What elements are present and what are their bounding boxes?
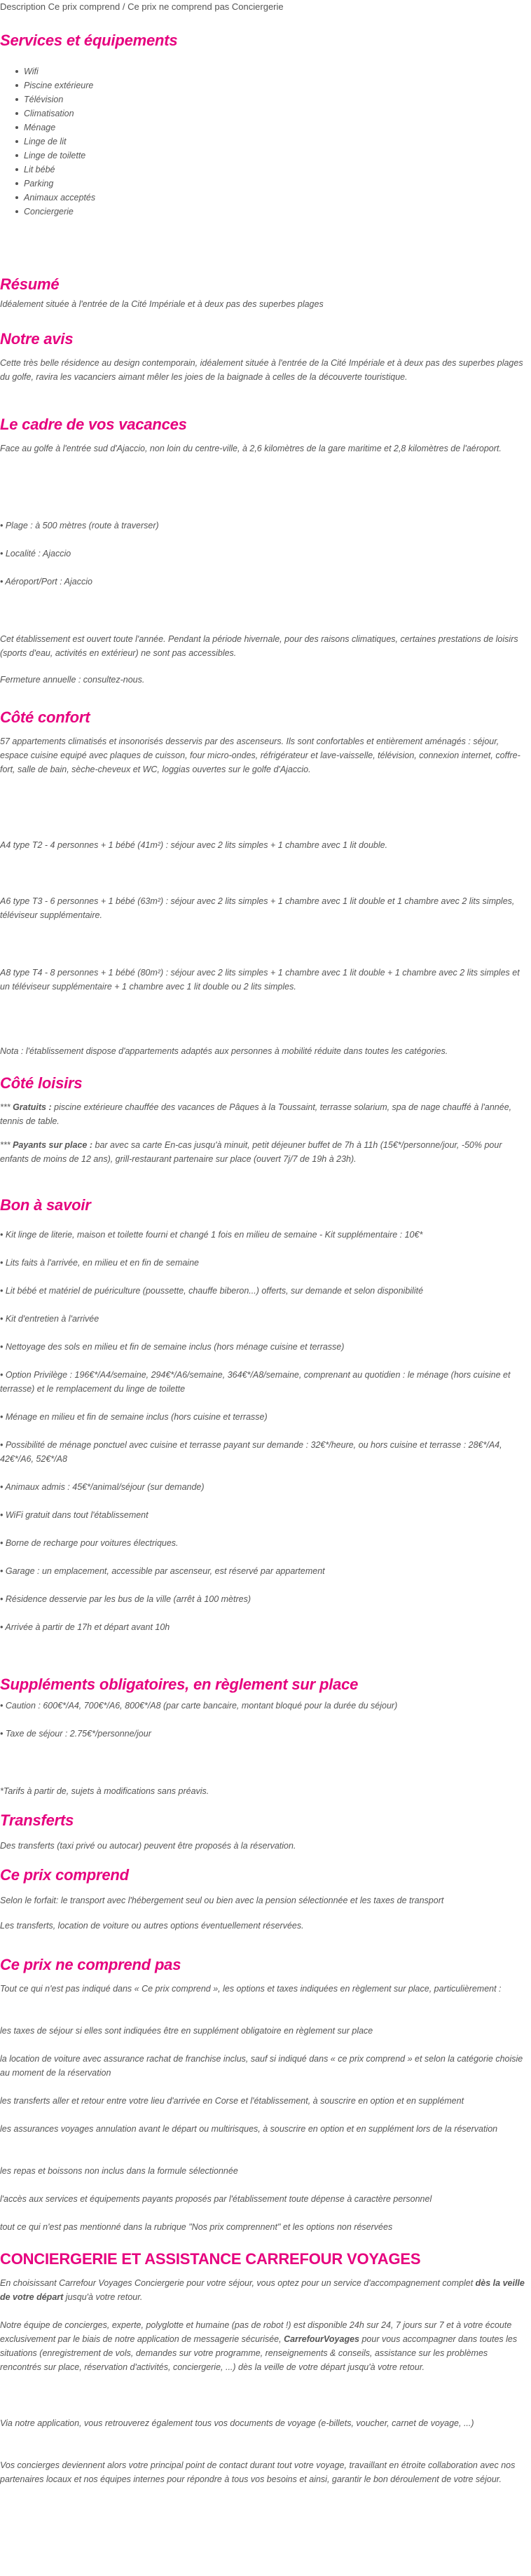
- confort-t2: [0, 838, 529, 852]
- t2-label: A4 type T2: [0, 840, 43, 850]
- confort-t3: [0, 894, 529, 922]
- savoir-item: • Possibilité de ménage ponctuel avec cuisine et terrasse payant sur demande : 32€*/heure, ou hors cuisine et terrasse : 28€*/A4, 42€*/A6, 52€*/A8: [0, 1440, 502, 1464]
- savoir-item: • WiFi gratuit dans tout l'établissement: [0, 1510, 149, 1520]
- cadre-open-text: Cet établissement est ouvert toute l'année. Pendant la période hivernale, pour des raisons climatiques, certaines prestations de loisirs (sports d'eau, activités en extérieur) ne sont pas accessibles.: [0, 634, 518, 658]
- list-item: Piscine extérieure: [24, 78, 529, 93]
- loisirs-section: [0, 1074, 529, 1166]
- list-item: Linge de toilette: [24, 149, 529, 163]
- list-item: Linge de lit: [24, 135, 529, 149]
- list-item: Wifi: [24, 64, 529, 78]
- cadre-point-plage: • Plage : à 500 mètres (route à traverser): [0, 521, 159, 530]
- loisirs-paid-prefix: ***: [0, 1140, 13, 1150]
- savoir-item: • Kit linge de literie, maison et toilette fourni et changé 1 fois en milieu de semaine - Kit supplémentaire : 10€*: [0, 1230, 423, 1240]
- list-item: Animaux acceptés: [24, 191, 529, 205]
- list-item: Lit bébé: [24, 163, 529, 177]
- savoir-item: • Option Privilège : 196€*/A4/semaine, 294€*/A6/semaine, 364€*/A8/semaine, comprenant au quotidien : le ménage (hors cuisine et terrasse) et le remplacement du linge de toilette: [0, 1370, 511, 1394]
- cadre-title: Le cadre de vos vacances: [0, 416, 187, 433]
- resume-title: Résumé: [0, 275, 60, 293]
- transferts-section: [0, 1811, 529, 1853]
- loisirs-title: Côté loisirs: [0, 1074, 83, 1092]
- conciergerie-p4: Vos concierges deviennent alors votre principal point de contact durant tout votre voyage, travaillant en étroite collaboration avec nos partenaires locaux et nos équipes internes pour répondre à tous vos besoins et ainsi, garantir le bon déroulement de votre séjour.: [0, 2460, 516, 2484]
- non-comprend-item: les assurances voyages annulation avant le départ ou multirisques, à souscrire en option et en supplément lors de la réservation: [0, 2124, 498, 2134]
- savoir-item: • Nettoyage des sols en milieu et fin de semaine inclus (hors ménage cuisine et terrasse): [0, 1342, 345, 1352]
- non-comprend-section: [0, 1955, 529, 1975]
- confort-title: Côté confort: [0, 708, 90, 726]
- list-item: Climatisation: [24, 107, 529, 121]
- list-item: Conciergerie: [24, 205, 529, 219]
- conciergerie-p2-b: CarrefourVoyages: [284, 2334, 359, 2344]
- list-item: Télévision: [24, 93, 529, 107]
- conciergerie-p1-a: En choisissant Carrefour Voyages Conciergerie pour votre séjour, vous optez pour un service d'accompagnement complet: [0, 2278, 476, 2288]
- savoir-section: [0, 1195, 529, 1215]
- cadre-intro: Face au golfe à l'entrée sud d'Ajaccio, non loin du centre-ville, à 2,6 kilomètres de la gare maritime et 2,8 kilomètres de l'aéroport.: [0, 444, 502, 453]
- confort-section: [0, 708, 529, 776]
- conciergerie-p1-c: jusqu'à votre retour.: [63, 2292, 143, 2302]
- savoir-title: Bon à savoir: [0, 1196, 91, 1214]
- non-comprend-item: les transferts aller et retour entre votre lieu d'arrivée en Corse et l'établissement, à souscrire en option et en supplément: [0, 2096, 464, 2106]
- services-title: Services et équipements: [0, 32, 178, 49]
- list-item: Parking: [24, 177, 529, 191]
- supplement-item: • Taxe de séjour : 2.75€*/personne/jour: [0, 1729, 151, 1739]
- confort-intro: 57 appartements climatisés et insonorisés desservis par des ascenseurs. Ils sont confortables et entièrement aménagés : séjour, espace cuisine equipé avec plaques de cuisson, four micro-ondes, réfrigérateur et lave-vaisselle, télévision, connexion internet, coffre-fort, salle de bain, sèche-cheveux et WC, loggias ouvertes sur le golfe d'Ajaccio.: [0, 737, 520, 774]
- non-comprend-item: tout ce qui n'est pas mentionné dans la rubrique "Nos prix comprennent" et les options non réservées: [0, 2222, 393, 2232]
- comprend-text-2: Les transferts, location de voiture ou autres options éventuellement réservées.: [0, 1921, 304, 1931]
- conciergerie-p1: [0, 2276, 529, 2304]
- loisirs-free-label: Gratuits :: [13, 1102, 52, 1112]
- cadre-point-localite: • Localité : Ajaccio: [0, 549, 71, 559]
- loisirs-paid-text: bar avec sa carte En-cas jusqu'à minuit, petit déjeuner buffet de 7h à 11h (15€*/personne/jour, -50% pour enfants de moins de 12 ans), grill-restaurant partenaire sur place (ouvert 7j/7 de 19h à 23h).: [0, 1140, 502, 1164]
- supplements-section: [0, 1675, 529, 1694]
- t3-text: - 6 personnes + 1 bébé (63m²) : séjour avec 2 lits simples + 1 chambre avec 1 lit double et 1 chambre avec 2 lits simples, téléviseur supplémentaire.: [0, 896, 515, 920]
- comprend-text-1: Selon le forfait: le transport avec l'hébergement seul ou bien avec la pension sélectionnée et les taxes de transport: [0, 1896, 444, 1905]
- description-line: Description Ce prix comprend / Ce prix ne comprend pas Conciergerie: [0, 1, 284, 12]
- avis-title: Notre avis: [0, 330, 74, 348]
- savoir-item: • Lit bébé et matériel de puériculture (poussette, chauffe biberon...) offerts, sur demande et selon disponibilité: [0, 1286, 424, 1296]
- services-section: [0, 31, 529, 219]
- t3-label: A6 type T3: [0, 896, 43, 906]
- avis-section: [0, 329, 529, 384]
- supplements-title: Suppléments obligatoires, en règlement sur place: [0, 1676, 359, 1693]
- savoir-item: • Résidence desservie par les bus de la ville (arrêt à 100 mètres): [0, 1594, 251, 1604]
- conciergerie-section: [0, 2249, 529, 2269]
- conciergerie-p2: [0, 2318, 529, 2374]
- supplement-item: • Caution : 600€*/A4, 700€*/A6, 800€*/A8 (par carte bancaire, montant bloqué pour la durée du séjour): [0, 1701, 398, 1711]
- savoir-item: • Arrivée à partir de 17h et départ avant 10h: [0, 1622, 170, 1632]
- confort-t4: [0, 966, 529, 994]
- conciergerie-title: CONCIERGERIE ET ASSISTANCE CARREFOUR VOYAGES: [0, 2250, 421, 2268]
- loisirs-free-prefix: ***: [0, 1102, 13, 1112]
- t4-label: A8 type T4: [0, 968, 43, 978]
- loisirs-paid-label: Payants sur place :: [13, 1140, 93, 1150]
- t4-text: - 8 personnes + 1 bébé (80m²) : séjour avec 2 lits simples + 1 chambre avec 1 lit double + 1 chambre avec 2 lits simples et un téléviseur supplémentaire + 1 chambre avec 1 lit double ou 2 lits simples.: [0, 968, 520, 992]
- loisirs-paid: [0, 1138, 529, 1166]
- transferts-text: Des transferts (taxi privé ou autocar) peuvent être proposés à la réservation.: [0, 1841, 296, 1851]
- description-tabs: [0, 0, 529, 14]
- cadre-closing: Fermeture annuelle : consultez-nous.: [0, 675, 145, 685]
- savoir-item: • Lits faits à l'arrivée, en milieu et en fin de semaine: [0, 1258, 199, 1268]
- conciergerie-p2-a: Notre équipe de concierges, experte, polyglotte et humaine (pas de robot !) est disponible 24h sur 24, 7 jours sur 7 et à votre écoute exclusivement par le biais de notre application de messagerie sécurisée,: [0, 2320, 512, 2344]
- savoir-item: • Borne de recharge pour voitures électriques.: [0, 1538, 179, 1548]
- savoir-item: • Animaux admis : 45€*/animal/séjour (sur demande): [0, 1482, 205, 1492]
- non-comprend-item: Tout ce qui n'est pas indiqué dans « Ce prix comprend », les options et taxes indiquées en règlement sur place, particulièrement :: [0, 1984, 502, 1994]
- services-list: [0, 64, 529, 219]
- conciergerie-p2-c: pour vous accompagner dans toutes les situations (enregistrement de vols, demandes sur votre programme, renseignements & conseils, assistance sur les problèmes rencontrés sur place, réservation d'activités, conciergerie, ...) dès la veille de votre départ jusqu'à votre retour.: [0, 2334, 518, 2372]
- cadre-point-aeroport: • Aéroport/Port : Ajaccio: [0, 577, 92, 587]
- t2-text: - 4 personnes + 1 bébé (41m²) : séjour avec 2 lits simples + 1 chambre avec 1 lit double.: [42, 840, 388, 850]
- cadre-section: [0, 415, 529, 455]
- transferts-title: Transferts: [0, 1811, 74, 1829]
- conciergerie-p1-b: dès la veille de votre départ: [0, 2278, 525, 2302]
- savoir-item: • Kit d'entretien à l'arrivée: [0, 1314, 99, 1324]
- savoir-item: • Ménage en milieu et fin de semaine inclus (hors cuisine et terrasse): [0, 1412, 268, 1422]
- confort-note: Nota : l'établissement dispose d'appartements adaptés aux personnes à mobilité réduite dans toutes les catégories.: [0, 1046, 448, 1056]
- loisirs-free-text: piscine extérieure chauffée des vacances de Pâques à la Toussaint, terrasse solarium, spa de nage chauffé à l'année, tennis de table.: [0, 1102, 512, 1126]
- non-comprend-title: Ce prix ne comprend pas: [0, 1956, 181, 1973]
- comprend-section: [0, 1865, 529, 1933]
- savoir-item: • Garage : un emplacement, accessible par ascenseur, est réservé par appartement: [0, 1566, 325, 1576]
- list-item: Ménage: [24, 121, 529, 135]
- conciergerie-p3: Via notre application, vous retrouverez également tous vos documents de voyage (e-billets, voucher, carnet de voyage, ...): [0, 2418, 474, 2428]
- resume-section: [0, 275, 529, 311]
- non-comprend-item: les taxes de séjour si elles sont indiquées être en supplément obligatoire en règlement sur place: [0, 2026, 373, 2036]
- non-comprend-item: les repas et boissons non inclus dans la formule sélectionnée: [0, 2166, 238, 2176]
- comprend-title: Ce prix comprend: [0, 1866, 129, 1884]
- non-comprend-item: la location de voiture avec assurance rachat de franchise inclus, sauf si indiqué dans « ce prix comprend » et selon la catégorie choisie au moment de la réservation: [0, 2054, 523, 2078]
- loisirs-free: [0, 1100, 529, 1128]
- resume-text: Idéalement située à l'entrée de la Cité Impériale et à deux pas des superbes plages: [0, 299, 324, 309]
- supplements-footnote: *Tarifs à partir de, sujets à modifications sans préavis.: [0, 1786, 209, 1796]
- non-comprend-item: l'accès aux services et équipements payants proposés par l'établissement toute dépense à caractère personnel: [0, 2194, 432, 2204]
- avis-text: Cette très belle résidence au design contemporain, idéalement située à l'entrée de la Cité Impériale et à deux pas des superbes plages du golfe, ravira les vacanciers aimant mêler les joies de la baignade à celles de la découverte touristique.: [0, 358, 523, 382]
